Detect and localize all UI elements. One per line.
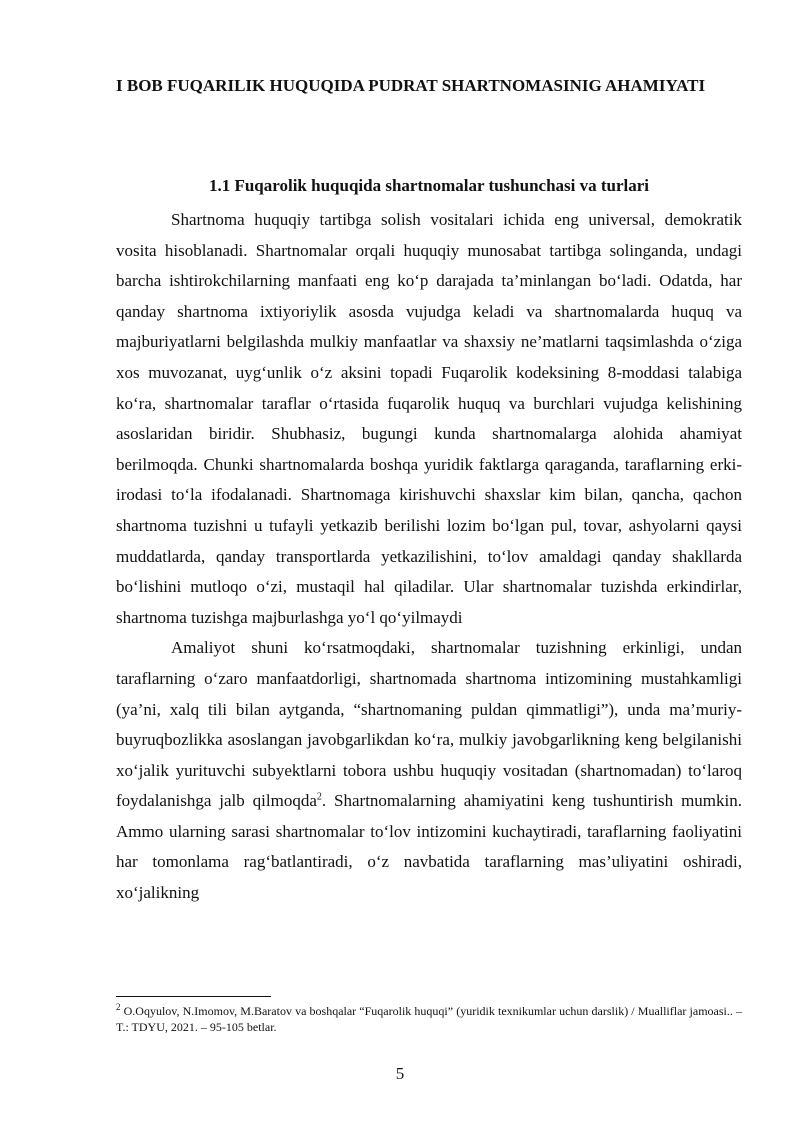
paragraph [116,633,742,908]
footnote [116,1003,742,1035]
footnote-separator [116,996,271,997]
footnote-number: 2 [116,1002,121,1012]
paragraph-text: Amaliyot shuni ko‘rsatmoqdaki, shartnomalar tuzishning erkinligi, undan taraflarning o‘zaro manfaatdorligi, shartnomada shartnoma intizomining mustahkamligi (ya’ni, xalq tili bilan aytganda, “shartnomaning puldan qimmatligi”), unda ma’muriy-buyruqbozlikka asoslangan javobgarlikdan ko‘ra, mulkiy javobgarlikning keng belgilanishi xo‘jalik yurituvchi subyektlarni tobora ushbu huquqiy vositadan (shartnomadan) to‘laroq foydalanishga jalb qilmoqda [116,638,742,811]
footnote-reference[interactable]: 2 [316,791,322,803]
body-text [116,205,742,909]
page-number: 5 [395,1064,405,1083]
footnote-text: O.Oqyulov, N.Imomov, M.Baratov va boshqalar “Fuqarolik huquqi” (yuridik texnikumlar uchun darslik) / Mualliflar jamoasi.. – T.: TDYU, 2021. – 95-105 betlar. [116,1004,742,1034]
chapter-title: I BOB FUQARILIK HUQUQIDA PUDRAT SHARTNOMASINIG AHAMIYATI [116,76,706,95]
section-title: 1.1 Fuqarolik huquqida shartnomalar tushunchasi va turlari [208,176,650,195]
paragraph-text: . Shartnomalarning ahamiyatini keng tushuntirish mumkin. Ammo ularning sarasi shartnomalar to‘lov intizomini kuchaytiradi, taraflarning faoliyatini har tomonlama rag‘batlantiradi, o‘z navbatida taraflarning mas’uliyatini oshiradi, xo‘jalikning [116,791,742,903]
paragraph: Shartnoma huquqiy tartibga solish vositalari ichida eng universal, demokratik vosita hisoblanadi. Shartnomalar orqali huquqiy munosabat tartibga solinganda, undagi barcha ishtirokchilarning manfaati eng ko‘p darajada ta’minlangan bo‘ladi. Odatda, har qanday shartnoma ixtiyoriylik asosda vujudga keladi va shartnomalarda huquq va majburiyatlarni belgilashda mulkiy manfaatlar va shaxsiy ne’matlarni taqsimlashda o‘ziga xos muvozanat, uyg‘unlik o‘z aksini topadi Fuqarolik kodeksining 8-moddasi talabiga ko‘ra, shartnomalar taraflar o‘rtasida fuqarolik huquq va burchlari vujudga kelishining asoslaridan biridir. Shubhasiz, bugungi kunda shartnomalarga alohida ahamiyat berilmoqda. Chunki shartnomalarda boshqa yuridik faktlarga qaraganda, taraflarning erki-irodasi to‘la ifodalanadi. Shartnomaga kirishuvchi shaxslar kim bilan, qancha, qachon shartnoma tuzishni u tufayli yetkazib berilishi lozim bo‘lgan pul, tovar, ashyolarni qaysi muddatlarda, qanday transportlarda yetkazilishini, to‘lov amaldagi qanday shakllarda bo‘lishini mutloqo o‘zi, mustaqil hal qiladilar. Ular shartnomalar tuzishda erkindirlar, shartnoma tuzishga majburlashga yo‘l qo‘yilmaydi [116,210,742,627]
